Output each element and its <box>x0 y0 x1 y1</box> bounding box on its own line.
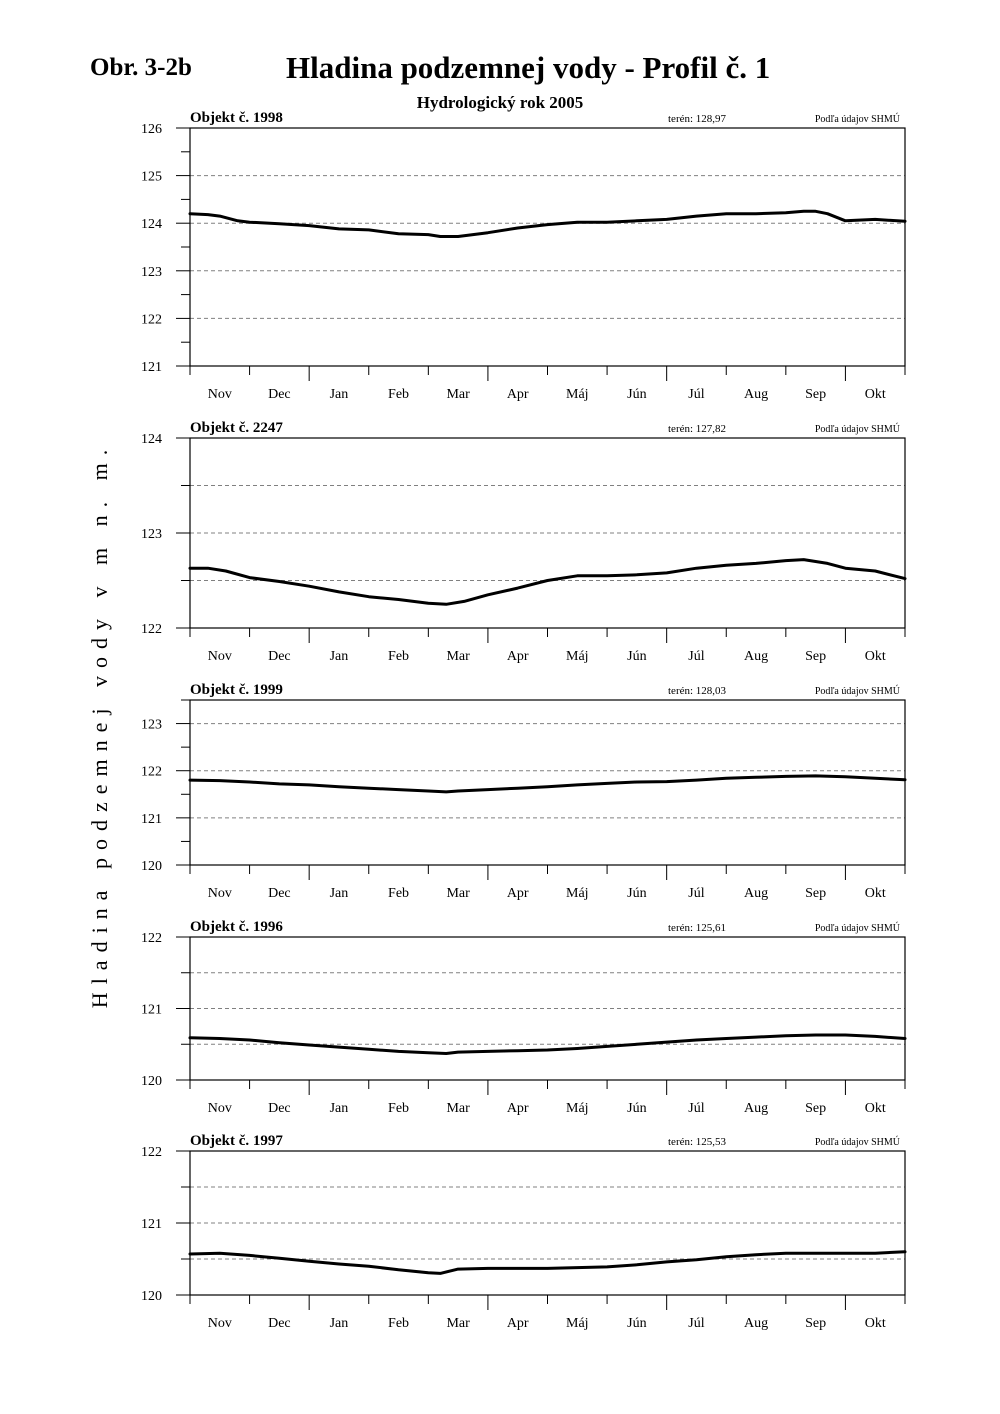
x-tick-label: Júl <box>688 886 705 901</box>
y-tick-label: 122 <box>141 622 162 637</box>
x-tick-label: Dec <box>268 1101 291 1116</box>
source-label: Podľa údajov SHMÚ <box>814 424 900 435</box>
x-tick-label: Dec <box>268 886 291 901</box>
x-tick-label: Sep <box>805 1316 827 1331</box>
x-tick-label: Feb <box>388 387 410 402</box>
x-tick-label: Sep <box>805 649 827 664</box>
y-tick-label: 122 <box>141 931 162 946</box>
x-tick-label: Okt <box>864 387 886 402</box>
x-tick-label: Apr <box>506 1101 529 1116</box>
x-tick-label: Nov <box>207 886 232 901</box>
source-label: Podľa údajov SHMÚ <box>814 114 900 125</box>
y-tick-label: 124 <box>141 432 162 447</box>
x-tick-label: Júl <box>688 1101 705 1116</box>
x-tick-label: Aug <box>743 886 769 901</box>
x-tick-label: Jún <box>627 649 647 664</box>
x-tick-label: Sep <box>805 1101 827 1116</box>
plot-frame <box>190 128 905 366</box>
teren-label: terén: 125,53 <box>668 1136 727 1148</box>
x-tick-label: Jan <box>329 649 349 664</box>
panel-title: Objekt č. 1999 <box>190 682 283 698</box>
x-tick-label: Máj <box>566 1316 589 1331</box>
y-tick-label: 120 <box>141 1074 162 1089</box>
x-tick-label: Okt <box>864 1316 886 1331</box>
y-tick-label: 126 <box>141 122 162 137</box>
x-tick-label: Júl <box>688 387 705 402</box>
x-tick-label: Feb <box>388 649 410 664</box>
teren-label: terén: 127,82 <box>668 423 727 435</box>
x-tick-label: Máj <box>566 1101 589 1116</box>
x-tick-label: Dec <box>268 1316 291 1331</box>
y-tick-label: 121 <box>141 360 162 375</box>
y-tick-label: 122 <box>141 312 162 328</box>
teren-label: terén: 128,03 <box>668 685 727 697</box>
x-tick-label: Apr <box>506 387 529 402</box>
y-tick-label: 123 <box>141 527 162 542</box>
x-tick-label: Okt <box>864 649 886 664</box>
figure-subtitle: Hydrologický rok 2005 <box>416 93 584 112</box>
panel-title: Objekt č. 2247 <box>190 420 283 436</box>
y-tick-label: 120 <box>141 859 162 874</box>
x-tick-label: Mar <box>446 1101 470 1116</box>
x-tick-label: Aug <box>743 387 769 402</box>
x-tick-label: Mar <box>446 886 470 901</box>
x-tick-label: Feb <box>388 886 410 901</box>
teren-label: terén: 128,97 <box>668 113 727 125</box>
panel-title: Objekt č. 1996 <box>190 919 283 935</box>
x-tick-label: Nov <box>207 387 232 402</box>
y-tick-label: 123 <box>141 717 162 733</box>
source-label: Podľa údajov SHMÚ <box>814 1137 900 1148</box>
x-tick-label: Apr <box>506 1316 529 1331</box>
panel-title: Objekt č. 1998 <box>190 110 283 126</box>
x-tick-label: Apr <box>506 649 529 664</box>
source-label: Podľa údajov SHMÚ <box>814 923 900 934</box>
figure-label: Obr. 3-2b <box>90 54 192 81</box>
x-tick-label: Feb <box>388 1101 410 1116</box>
x-tick-label: Aug <box>743 649 769 664</box>
x-tick-label: Aug <box>743 1101 769 1116</box>
x-tick-label: Nov <box>207 1101 232 1116</box>
y-tick-label: 121 <box>141 811 162 827</box>
series-line <box>190 776 905 792</box>
x-tick-label: Nov <box>207 1316 232 1331</box>
y-tick-label: 125 <box>141 169 162 185</box>
y-tick-label: 120 <box>141 1289 162 1304</box>
x-tick-label: Mar <box>446 387 470 402</box>
panel-title: Objekt č. 1997 <box>190 1133 283 1149</box>
y-tick-label: 121 <box>141 1217 162 1232</box>
x-tick-label: Jún <box>627 387 647 402</box>
x-tick-label: Jan <box>329 387 349 402</box>
x-tick-label: Aug <box>743 1316 769 1331</box>
plot-frame <box>190 700 905 865</box>
x-tick-label: Okt <box>864 1101 886 1116</box>
x-tick-label: Mar <box>446 1316 470 1331</box>
teren-label: terén: 125,61 <box>668 922 727 934</box>
source-label: Podľa údajov SHMÚ <box>814 686 900 697</box>
x-tick-label: Feb <box>388 1316 410 1331</box>
x-tick-label: Jún <box>627 886 647 901</box>
y-axis-label: Hladina podzemnej vody v m n. m. <box>87 441 112 1009</box>
x-tick-label: Júl <box>688 1316 705 1331</box>
x-tick-label: Máj <box>566 649 589 664</box>
figure-title: Hladina podzemnej vody - Profil č. 1 <box>286 50 771 85</box>
x-tick-label: Nov <box>207 649 232 664</box>
x-tick-label: Jún <box>627 1316 647 1331</box>
x-tick-label: Apr <box>506 886 529 901</box>
x-tick-label: Júl <box>688 649 705 664</box>
x-tick-label: Dec <box>268 387 291 402</box>
series-line <box>190 1252 905 1274</box>
x-tick-label: Jan <box>329 1316 349 1331</box>
y-tick-label: 124 <box>141 217 162 233</box>
x-tick-label: Okt <box>864 886 886 901</box>
y-tick-label: 121 <box>141 1002 162 1018</box>
x-tick-label: Jan <box>329 886 349 901</box>
x-tick-label: Sep <box>805 886 827 901</box>
x-tick-label: Mar <box>446 649 470 664</box>
y-tick-label: 122 <box>141 764 162 780</box>
x-tick-label: Jún <box>627 1101 647 1116</box>
series-line <box>190 211 905 236</box>
x-tick-label: Máj <box>566 886 589 901</box>
x-tick-label: Máj <box>566 387 589 402</box>
x-tick-label: Dec <box>268 649 291 664</box>
series-line <box>190 560 905 605</box>
x-tick-label: Sep <box>805 387 827 402</box>
y-tick-label: 123 <box>141 264 162 280</box>
x-tick-label: Jan <box>329 1101 349 1116</box>
y-tick-label: 122 <box>141 1145 162 1160</box>
